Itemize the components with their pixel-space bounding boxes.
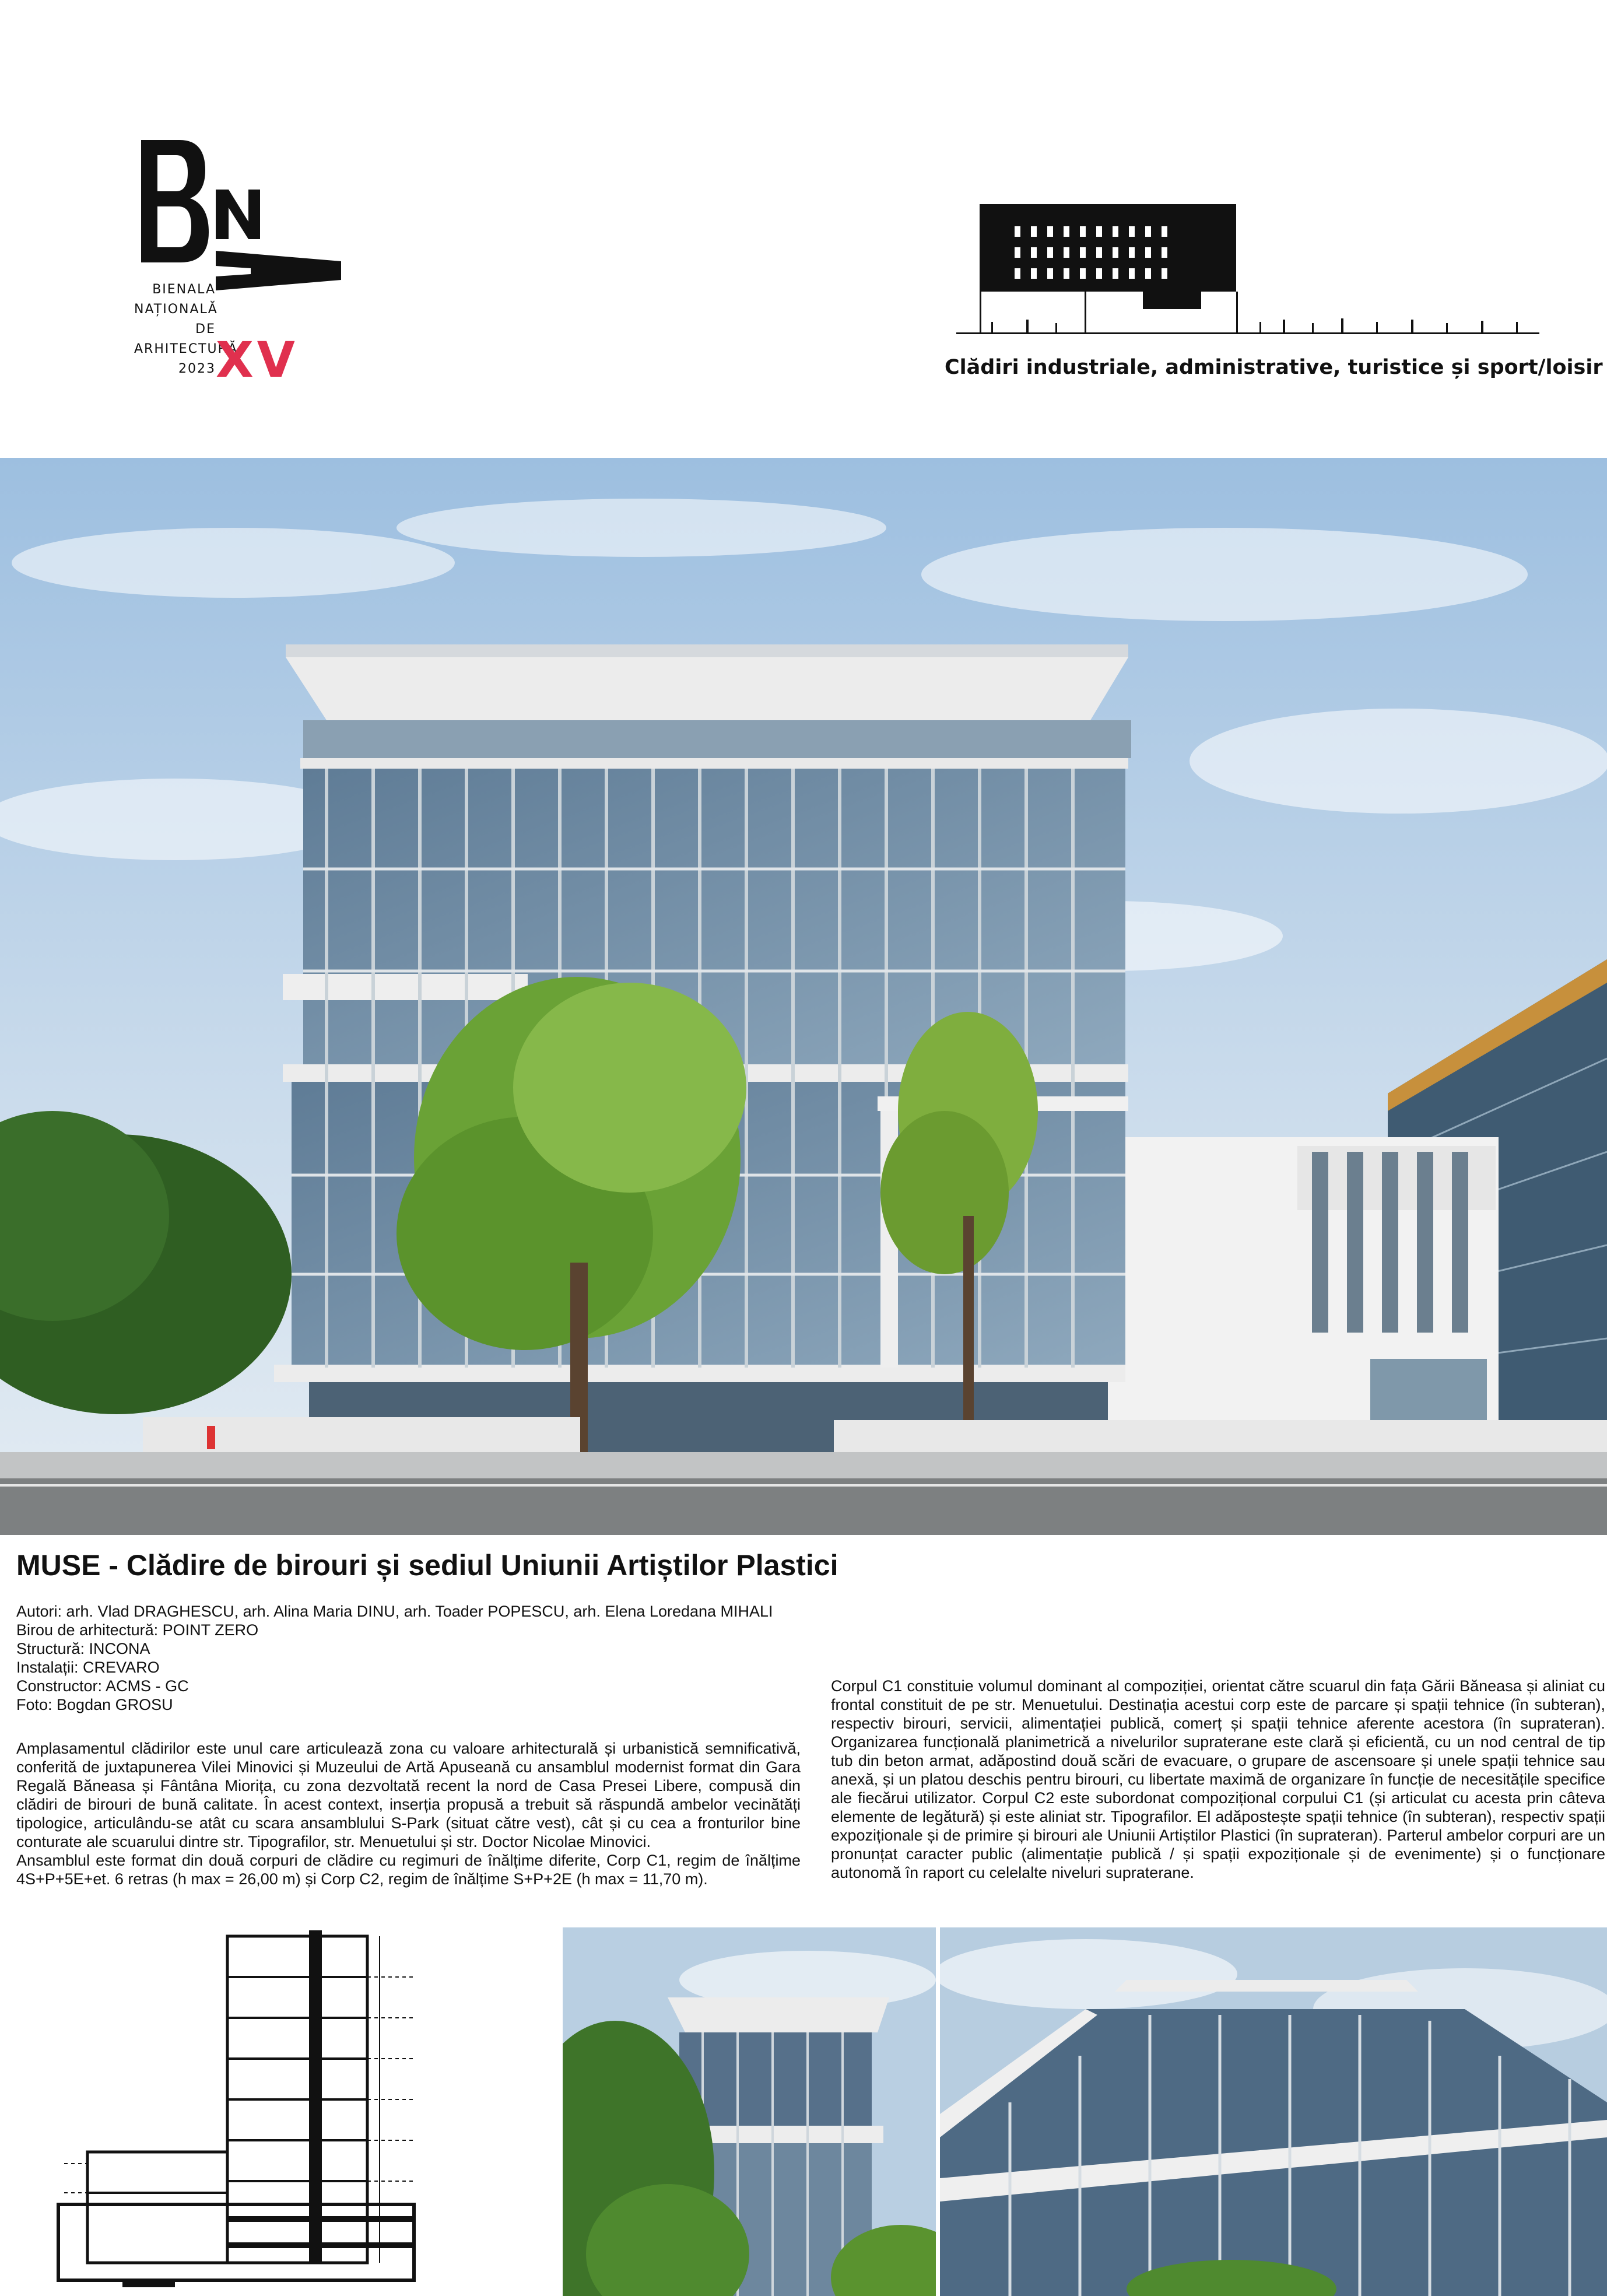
paragraph: Corpul C1 constituie volumul dominant al compoziției, orientat către scuarul din fața Gării Băneasa și aliniat cu frontal constituit de pe str. Menuetului. Destinația acestui corp este de parcare și spații tehnice (în subteran), respectiv birouri, servicii, alimentației publică, comerț și spații tehnice aferente acestora (în suprateran). Organizarea funcțională planimetrică a nivelurilor supraterane este clară și eficientă, cu un nod central de tip tub din beton armat, adăpostind două scări de evacuare, o grupare de ascensoare și unele spații tehnice sau anexă, și un platou deschis pentru birouri, cu libertate maximă de organizare în funcție de necesitățile specifice ale fiecărui utilizator. Corpul C2 este subordonat compozițional corpului C1 (și articulat cu acesta prin câteva elemente de legătură) și este aliniat str. Tipografilor. El adăpostește spații tehnice (în subteran), respectiv spații expoziționale și de primire și birouri ale Uniunii Artiștilor Plastici (în suprateran). Parterul ambelor corpuri are un pronunțat caracter public (alimentație publică / și spații expoziționale și de evenimente) și o funcționare autonomă în raport cu celelalte niveluri supraterane. <box>831 1677 1605 1881</box>
paragraph: Ansamblul este format din două corpuri de clădire cu regimuri de înălțime diferite, Corp C1, regim de înălțime 4S+P+5E+et. 6 retras (h max = 26,00 m) și Corp C2, regim de înălțime S+P+2E (h max = 11,70 m). <box>16 1852 801 1888</box>
logo-line: ARHITECTURĂ <box>134 342 238 356</box>
logo-line: DE <box>195 322 216 336</box>
description-left <box>16 1739 801 1888</box>
credit-structure: Structură: INCONA <box>16 1640 150 1657</box>
category-title: Clădiri industriale, administrative, turistice și sport/loisir <box>945 356 1603 379</box>
project-title: MUSE - Clădire de birouri și sediul Uniunii Artiștilor Plastici <box>16 1549 838 1582</box>
bna-logo <box>134 134 356 408</box>
credit-photo: Foto: Bogdan GROSU <box>16 1696 173 1713</box>
description-right <box>831 1677 1605 1882</box>
building-section-drawing <box>52 1925 548 2292</box>
building-corner-photo <box>563 1927 936 2296</box>
muse-office-building-photo <box>0 458 1607 1535</box>
credit-constructor: Constructor: ACMS - GC <box>16 1677 189 1695</box>
industrial-building-icon <box>956 198 1539 350</box>
paragraph: Amplasamentul clădirilor este unul care articulează zona cu valoare arhitecturală și urbanistică semnificativă, conferită de juxtapunerea Vilei Minovici și Muzeului de Artă Apuseană cu ansamblul modernist format din Gara Regală Băneasa și Fântâna Miorița, cu zona dezvoltată recent la nord de Casa Presei Libere, compusă din clădiri de birouri de bună calitate. În acest context, inserția propusă a trebuit să răspundă ambelor vecinătăți tipologice, articulându-se atât cu scara ansamblului S-Park (situat către vest), cât și cu cea a fronturilor bine conturate ale scuarului dintre str. Tipografilor, str. Menuetului și str. Doctor Nicolae Minovici. <box>16 1740 801 1850</box>
facade-detail-photo <box>940 1927 1607 2296</box>
credit-installations: Instalații: CREVARO <box>16 1659 160 1676</box>
logo-line: NAȚIONALĂ <box>134 302 218 317</box>
logo-edition: XV <box>216 331 299 388</box>
credit-office: Birou de arhitectură: POINT ZERO <box>16 1621 259 1639</box>
credit-authors: Autori: arh. Vlad DRAGHESCU, arh. Alina Maria DINU, arh. Toader POPESCU, arh. Elena Loredana MIHALI <box>16 1603 773 1620</box>
logo-year: 2023 <box>178 362 216 376</box>
logo-line: BIENALA <box>152 282 216 297</box>
project-credits <box>16 1602 773 1714</box>
